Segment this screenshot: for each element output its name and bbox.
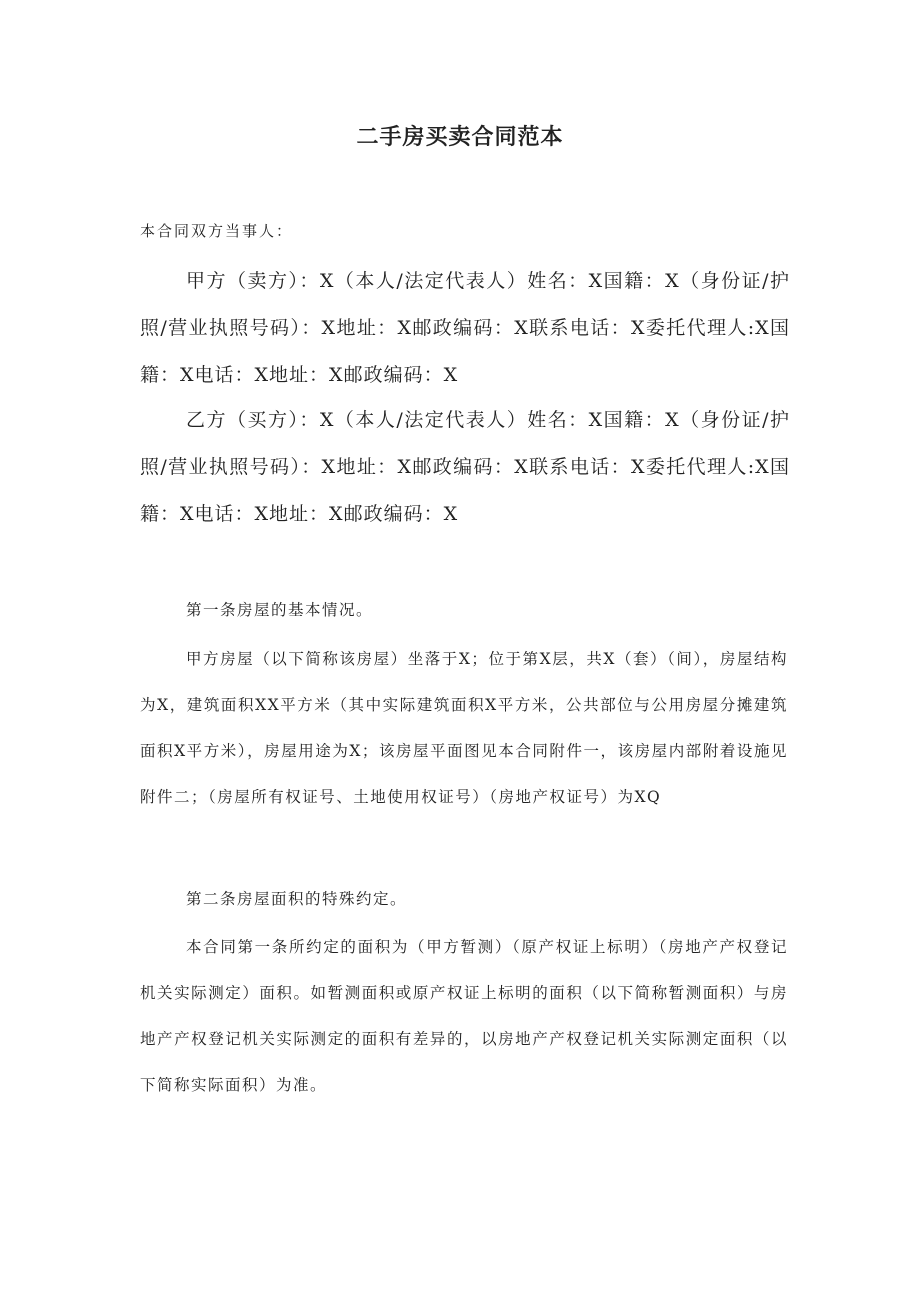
party-b-paragraph: 乙方（买方）：X（本人/法定代表人）姓名：X国籍：X（身份证/护照/营业执照号码）：X地址：X邮政编码：X联系电话：X委托代理人:X国籍：X电话：X地址：X邮政编码：X [140, 409, 790, 525]
article-1-paragraph: 甲方房屋（以下简称该房屋）坐落于X；位于第X层，共X（套）（间），房屋结构为X，建筑面积XX平方米（其中实际建筑面积X平方米，公共部位与公用房屋分摊建筑面积X平方米），房屋用途为X；该房屋平面图见本合同附件一，该房屋内部附着设施见附件二；（房屋所有权证号、土地使用权证号）（房地产权证号）为XQ [140, 650, 788, 806]
intro-line: 本合同双方当事人： [140, 222, 294, 240]
article-2-heading: 第二条房屋面积的特殊约定。 [186, 890, 408, 908]
article-1-heading: 第一条房屋的基本情况。 [186, 601, 374, 619]
document-title: 二手房买卖合同范本 [356, 125, 564, 150]
party-a-paragraph: 甲方（卖方）：X（本人/法定代表人）姓名：X国籍：X（身份证/护照/营业执照号码）：X地址：X邮政编码：X联系电话：X委托代理人:X国籍：X电话：X地址：X邮政编码：X [140, 270, 790, 386]
article-2-paragraph: 本合同第一条所约定的面积为（甲方暂测）（原产权证上标明）（房地产产权登记机关实际测定）面积。如暂测面积或原产权证上标明的面积（以下简称暂测面积）与房地产产权登记机关实际测定的面积有差异的，以房地产产权登记机关实际测定面积（以下简称实际面积）为准。 [140, 938, 788, 1094]
